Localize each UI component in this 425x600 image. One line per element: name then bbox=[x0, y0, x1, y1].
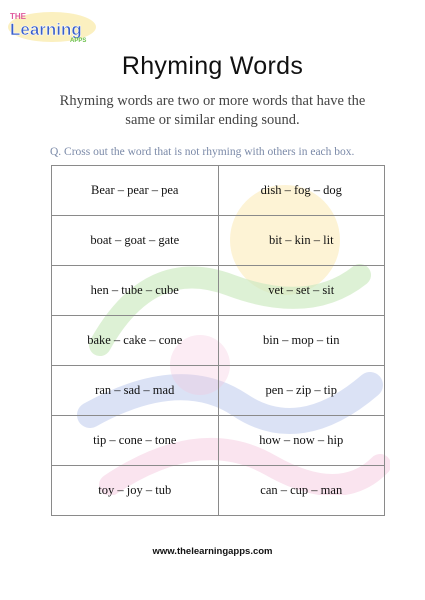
word-set-cell-right[interactable]: vet – set – sit bbox=[218, 266, 385, 316]
word-set-cell-right[interactable]: how – now – hip bbox=[218, 416, 385, 466]
table-row bbox=[52, 316, 385, 366]
word-set-cell-left[interactable]: hen – tube – cube bbox=[52, 266, 219, 316]
word-set-cell-left[interactable]: bake – cake – cone bbox=[52, 316, 219, 366]
table-row bbox=[52, 466, 385, 516]
word-set-cell-right[interactable]: can – cup – man bbox=[218, 466, 385, 516]
footer-url: www.thelearningapps.com bbox=[152, 546, 273, 557]
word-set-cell-right[interactable]: pen – zip – tip bbox=[218, 366, 385, 416]
logo-text-bottom: APPS bbox=[70, 38, 87, 44]
word-set-cell-left[interactable]: Bear – pear – pea bbox=[52, 166, 219, 216]
logo-text-main: Learning bbox=[10, 20, 82, 39]
word-set-cell-right[interactable]: bit – kin – lit bbox=[218, 216, 385, 266]
table-row bbox=[52, 166, 385, 216]
word-set-cell-right[interactable]: dish – fog – dog bbox=[218, 166, 385, 216]
table-row bbox=[52, 216, 385, 266]
word-set-cell-left[interactable]: ran – sad – mad bbox=[52, 366, 219, 416]
table-row bbox=[52, 366, 385, 416]
word-set-cell-left[interactable]: tip – cone – tone bbox=[52, 416, 219, 466]
page-title: Rhyming Words bbox=[121, 52, 304, 80]
table-row bbox=[52, 266, 385, 316]
table-row bbox=[52, 416, 385, 466]
learning-apps-logo bbox=[6, 8, 98, 44]
page-subtitle: Rhyming words are two or more words that have the same or similar ending sound. bbox=[59, 93, 366, 128]
word-set-cell-right[interactable]: bin – mop – tin bbox=[218, 316, 385, 366]
word-set-cell-left[interactable]: boat – goat – gate bbox=[52, 216, 219, 266]
word-set-cell-left[interactable]: toy – joy – tub bbox=[52, 466, 219, 516]
rhyming-words-table bbox=[51, 165, 385, 516]
logo-text-top: THE bbox=[10, 12, 26, 21]
question-instruction: Q. Cross out the word that is not rhyming with others in each box. bbox=[50, 146, 355, 158]
